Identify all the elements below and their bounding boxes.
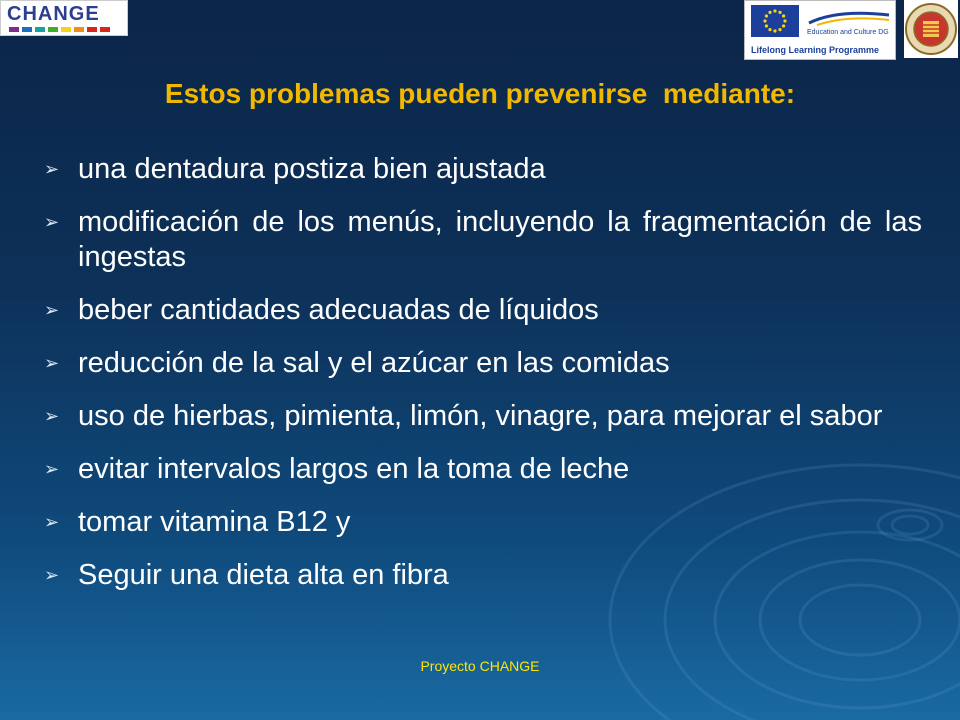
eac-swoosh-icon — [807, 7, 891, 27]
lifelong-learning-logo — [744, 0, 896, 60]
arrow-right-icon: ➢ — [44, 565, 60, 585]
change-logo-stripes — [9, 27, 110, 32]
bullet-item — [44, 505, 922, 540]
arrow-right-icon: ➢ — [44, 159, 60, 179]
bullet-item — [44, 452, 922, 487]
arrow-right-icon: ➢ — [44, 300, 60, 320]
arrow-right-icon: ➢ — [44, 406, 60, 426]
bullet-text: una dentadura postiza bien ajustada — [78, 153, 546, 185]
bullet-item — [44, 346, 922, 381]
bullet-item — [44, 293, 922, 328]
university-seal-logo — [904, 0, 958, 58]
bullet-text: reducción de la sal y el azúcar en las comidas — [78, 347, 670, 379]
eac-label: Education and Culture DG — [807, 29, 889, 36]
bullet-text: tomar vitamina B12 y — [78, 506, 351, 538]
arrow-right-icon: ➢ — [44, 459, 60, 479]
bullet-text: Seguir una dieta alta en fibra — [78, 559, 449, 591]
bullet-text: beber cantidades adecuadas de líquidos — [78, 294, 599, 326]
slide-footer: Proyecto CHANGE — [420, 658, 540, 674]
arrow-right-icon: ➢ — [44, 512, 60, 532]
change-logo — [0, 0, 128, 36]
change-logo-text: CHANGE — [7, 3, 100, 25]
bullet-item — [44, 205, 922, 275]
bullet-item — [44, 399, 922, 434]
bullet-list — [44, 152, 922, 611]
eu-flag-icon — [751, 5, 799, 37]
bullet-text: evitar intervalos largos en la toma de leche — [78, 453, 630, 485]
bullet-text: modificación de los menús, incluyendo la fragmentación de las ingestas — [78, 206, 922, 273]
arrow-right-icon: ➢ — [44, 353, 60, 373]
bullet-text: uso de hierbas, pimienta, limón, vinagre, para mejorar el sabor — [78, 400, 883, 432]
arrow-right-icon: ➢ — [44, 212, 60, 232]
llp-label: Lifelong Learning Programme — [751, 45, 880, 55]
bullet-item — [44, 558, 922, 593]
slide-title: Estos problemas pueden prevenirse mediante: — [164, 78, 796, 109]
bullet-item — [44, 152, 922, 187]
